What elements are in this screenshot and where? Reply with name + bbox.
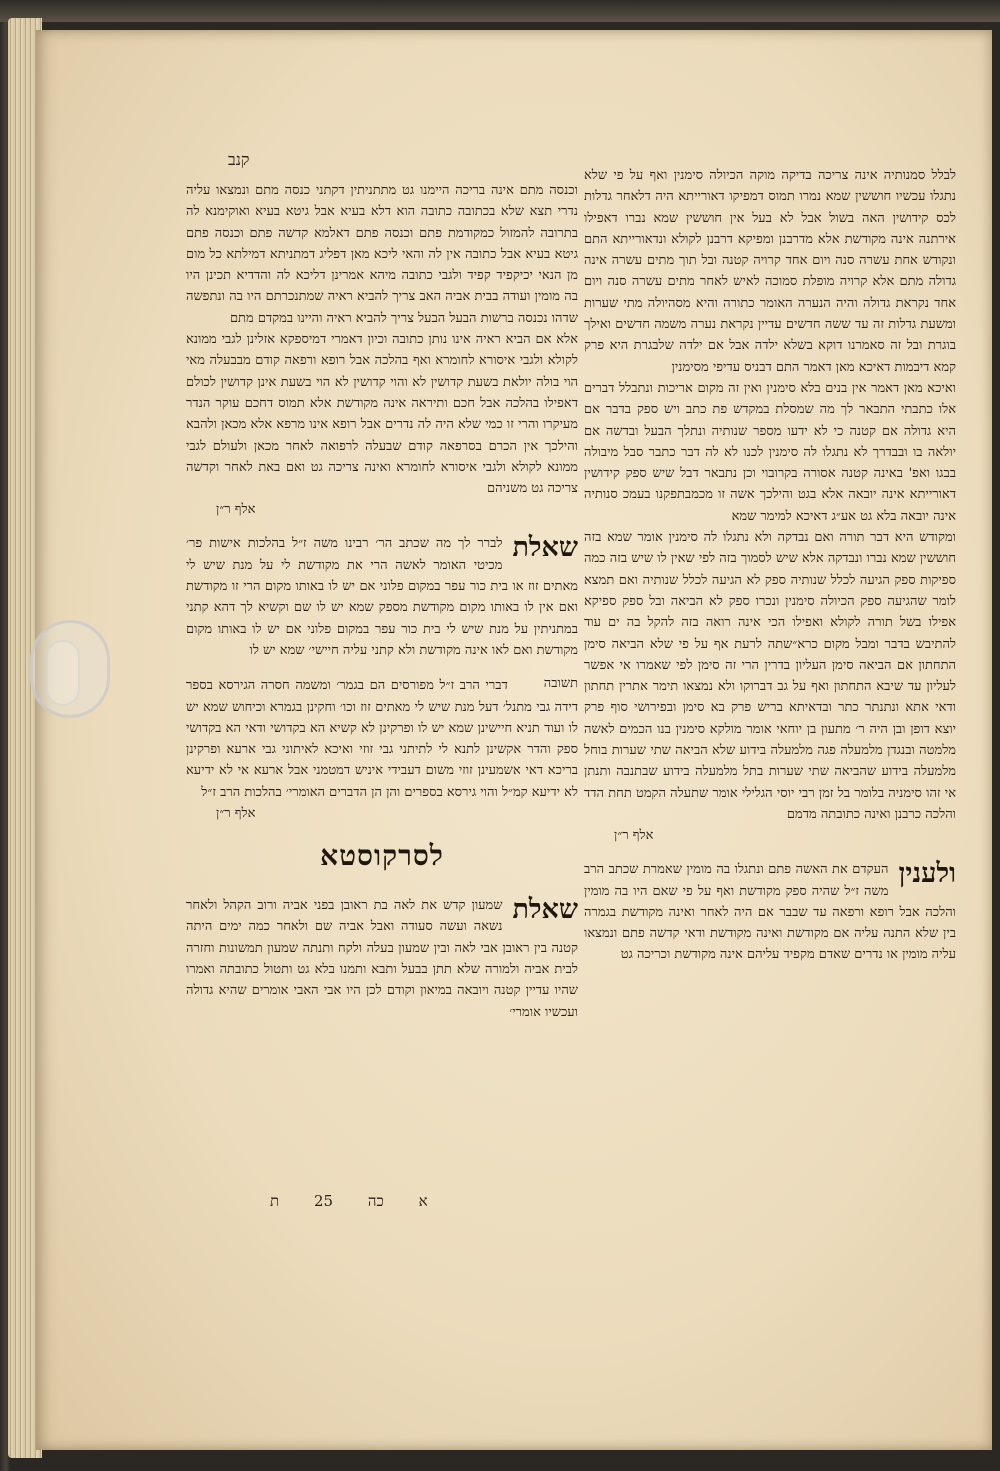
signature-mark: ת bbox=[270, 1192, 280, 1210]
section-title: לסרקוסטא bbox=[320, 839, 444, 873]
right-paragraph: ומקודש היא דבר תורה ואם נבדקה ולא נתגלו לה סימנין אומר שמא בזה חוששין שמא נברו ונבדקה אלא שיש לסמוך בזה לפי שאין לו שיש בזה כמה ספיקות ספק הגיעה לכלל שנותיה ספק לא הגיעה לכלל שנותיה ואם תמצא לומר שהגיעה ספק הכיולה סימנין ונכרו ספק לא הביאה ובל ספק ספיקא אפילו בשל תורה לקולא ואפילו הכי אינה רואה בזה להקל בה ים עוד להתיבש בדבר ומבל מקום כרא״שתה לרעת אף על פי שלא הביאה סימן התחתון אם הביאה סימן העליון בדרין הרי זה סימן לפי שאמרו אי אפשר לעליון עד שיבא התחתון ואף על גב דברוקו ולא נמצאו תימר אתרין תחתון ודאי אתא ונתנתר כתר ובדאיתא בריש פרק בא סימן ובפירושי סוף פרק יוצא דופן ובן היה ר׳ מתעון בן יוחאי אומר מולקא סימנין בנו הכמים לאשה מלמטה ובנגדן מלמעלה פגה מלמעלה בידוע שלא הביאה שתי שערות בוחל מלמעלה בידוע שהביאה שתי שערות בתל מלמעלה בידוע שבתנבה ותנתן אי זהו סימניה בלומר בל זמן רבי יוסי הגלילי אומר שתעלה הקמט תחת הדד והלכה כרבנן ואינה כתובתה מדמם bbox=[584, 530, 957, 822]
left-paragraph: וכנסה מתם אינה בריכה היימנו גט מתתניתין דקתני כנסה מתם ונמצאו עליה נדרי תצא שלא בכתובה כתובה הוא דלא בעיא אבל גיטא בעיא ואוקימנא לה בתרובה להמזול כמקודמת פתם וכנסה פתם דאלמא קדשה פתם וכנסה פתם גיטא בעיא אבל כתובה אין לה והאי ליכא מאן דפליג דמתניתא דמילתא כל מום מן הנאי יכיקפיד קפיד ולגבי כתובה מיהא אמרינן דליכא לה והדדיא תכינן היו בה מומין ועודה בבית אביה האב צריך להביא ראיה שמתנכרתם היו בה ונתפשה שדהו נכנסה ברשות הבעל הבעל צריך להביא ראיה והיינו במקדם מתם bbox=[186, 183, 578, 326]
question2-paragraph: שמעון קדש את לאה בת ראובן בפני אביה ורוב הקהל ולאחר נשאה ועשה סעודה ואבל אביה שם ולאחר כמה ימים היתה קטנה בין ראובן אבי לאה ובין שמעון בעלה ולקח ותנתה שמעון תמשונות וחזרה לבית אביה ולמורה שלא תתן בבעל ותבא ותמנו בלא גט ותטול כתובתה ואמרו שהיו עדיין קטנה ויובאה במיאון וקודם לכן היו אבי האבי אומרים שהיא גדולה ועכשיו אומרי׳ bbox=[186, 898, 578, 1020]
answer-signature: אלף ר״ן bbox=[216, 806, 256, 822]
section-block bbox=[584, 859, 956, 965]
folio-number: קנב bbox=[228, 150, 250, 169]
section-heading: ולענין bbox=[898, 858, 956, 890]
question-heading: שאלת bbox=[512, 532, 578, 564]
question2-heading: שאלת bbox=[512, 894, 578, 926]
left-signature: אלף ר״ן bbox=[216, 502, 256, 518]
right-paragraph: לבלל סמנותיה אינה צריכה בדיקה מוקה הכיולה סימנין ואף על פי שלא נתגלו עכשיו חוששין שמא נמרו תמוס דמפיקו דאורייתא היה דלאחר גדלות לכס קידושין האה בשול אבל לא בעל אין חוששין שמא נברו דאפילו אירתנה אינה מקודשת אלא מדרבנן ומפיקא דרבנן לקולא ונדאורייתא התם ונקודש אחת עשרה סנה ויום אחד קרויה קטנה ובל תוך מתים עשרה אינה גדולה מתם אלא קרויה מופלת סמוכה לאיש לאחר מתים עשרה סנה ויום אחד נקראת גדולה והיה הנערה האומר כתורה והיא מסהיולה מתי שערות ומשעת גדלות זה עד ששה חדשים עדיין נקראת נערה משמה חדשים ואילך בוגרת ובל זה סאמרנו דוקא בשלא ילדה אבל אם ילדה שלבגרת היא פרק קמא דיבמות דאיכא מאן דאמר התם דבניס עדיפי מסימנין bbox=[584, 168, 956, 375]
top-binding-strip bbox=[0, 0, 1000, 22]
question-block bbox=[186, 533, 578, 661]
right-column bbox=[584, 165, 956, 966]
answer-block bbox=[186, 675, 578, 803]
signature-mark: 25 bbox=[313, 1192, 334, 1210]
paper-clip-inner-icon bbox=[46, 640, 80, 706]
question-paragraph: לברר לך מה שכתב הר׳ רבינו משה ז״ל בהלכות אישות פר׳ מכיטי האומר לאשה הרי את מקודשת לי על מנת שיש לי מאתים זוז או בית כור עפר במקום פלוני אם יש לו באותו מקום הרי זו מקודשת ואם אין לו באותו מקום מקודשת מספק שמא יש לו שם וקשיא לך דהא קתני במתניתין על מנת שיש לי בית כור עפר במקום פלוני אם יש לו באותו מקום מקודשת ואם לאו אינה מקודשת ולא קתני עליה חיישי׳ שמא יש לו bbox=[186, 536, 578, 658]
answer-paragraph: דברי הרב ז״ל מפורסים הם בגמר׳ ומשמה חסרה הגירסא בספר דידה גבי מתנל׳ דעל מנת שיש לי מאתים זוז וכו׳ וחקינן בגמרא וכיחוש שמא יש לו ועוד תניא חיישינן שמא יש לו ופרקינן לא קשיא הא בקדושי ודאי הא בקדושי ספק והדר אקשינן לתנא לי לתיתני גבי זוזי ואיכא לאיתוני גבי ארעא ופרקינן בריכא דאי אשמעינן זוזי משום דעבידי איניש דמטמני אבל ארעא אי לא ידיעא לא ידיעא קמ״ל והוי גירסא בספרים והן הן הדברים האומרי׳ בהלכות הרב ז״ל bbox=[186, 678, 578, 800]
signature-mark: א bbox=[418, 1192, 428, 1210]
section-paragraph: העקדם את האשה פתם ונתגלו בה מומין שאמרת שכתב הרב משה ז״ל שהיה ספק מקודשת ואף על פי שאם היו בה מומין והלכה אבל רופא ורפאה עד שבבר אם היה לאחר ואינה מקודשת בגמרה בין שלא התנה עליה אם מקודשת ואינה מקודשת ודאי קדשה פתם ונמצאו עליה מומין או נדרים שאדם מקפיד עליהם אינה מקודשת וכריכה גט bbox=[584, 862, 956, 963]
right-paragraph: ואיכא מאן דאמר אין בנים בלא סימנין ואין זה מקום אריכות ונתבלל דברים אלו כתבתי התבאר לך מה שמסלת במקדש פת כתב ויש ספק בדבר אם היא גדולה אם קטנה כי לא ידעו מספר שנותיה ונתלך הבעל ובדשה אם יולאה בו ובבדרך לא נתגלו לה סימנין לכנו לא לה דבר כתבר סבל מיבולה בבגו ואפ' באינה קטנה אסורה בקרובוי וכן נתבאר דבל שיש ספק קידושין דאורייתא אינה יובאה אלא בגט והילכך אשה זו מכמבתפקנו בעמכ סנותיה אינה יובאה בלא גט אע״ג דאיכא למימר שמא bbox=[584, 380, 956, 524]
signature-marks bbox=[270, 1192, 428, 1211]
answer-label: תשובה bbox=[543, 676, 578, 692]
question2-block bbox=[186, 895, 578, 1023]
left-paragraph: אלא אם הביא ראיה אינו נותן כתובה וכיון דאמרי דמיספקא אזלינן לגבי ממונא לקולא ולגבי איסורא לחומרא ואף בהלכה אבל רופא ורפאה קודם מבבעלה מאי הוי בולה יולאת בשעת קדושין לא והוי קדושין לא הוי בשעת אינן קדושין לכולם דאפילו בהלכה אבל חכם ותיראה אינה מקודשת אלא תמוס דחכם עוקר הנדר מעיקרו והרי זו כמי שלא היה לה נדרים אבל רופא אינו מרפא אלא מכאן ולהבא והילכך אין הכרם בסרפאה קודם שבעלה לרפואה לאחר מכאן ולעולם לגבי ממונא לקולא ולגבי איסורא לחומרא ואינה צריכה גט ואם באת לאחר וקדשה צריכה גט משניהם bbox=[186, 332, 578, 497]
right-signature: אלף ר״ן bbox=[614, 828, 654, 844]
left-column bbox=[186, 180, 578, 1023]
signature-mark: כה bbox=[367, 1192, 384, 1210]
